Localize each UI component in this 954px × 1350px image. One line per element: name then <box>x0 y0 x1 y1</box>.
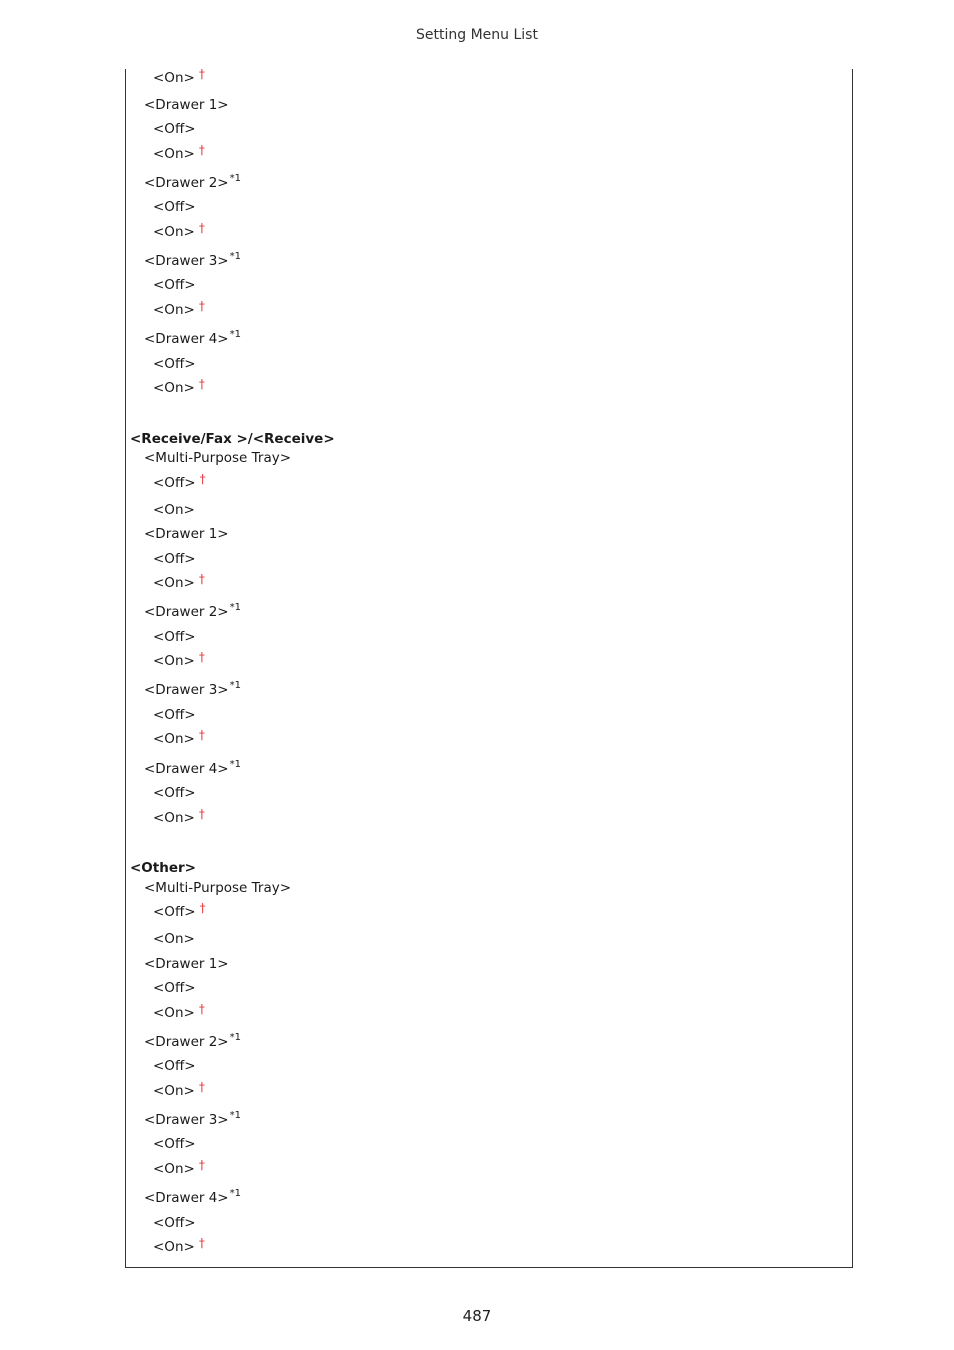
option-on: <On> † <box>153 728 205 747</box>
option-off: <Off> <box>153 1215 196 1231</box>
option-off: <Off> <box>153 277 196 293</box>
option-on: <On> <box>153 931 195 947</box>
default-dagger-icon: † <box>198 1158 205 1172</box>
option-on: <On> † <box>153 650 205 669</box>
default-dagger-icon: † <box>198 67 205 81</box>
default-dagger-icon: † <box>198 572 205 586</box>
section-heading-other: <Other> <box>130 860 196 876</box>
default-dagger-icon: † <box>198 299 205 313</box>
drawer-4: <Drawer 4>$^{*1}$ <box>144 1188 241 1206</box>
drawer-4: <Drawer 4>$^{*1}$ <box>144 759 241 777</box>
option-off: <Off> † <box>153 472 206 491</box>
multi-purpose-tray: <Multi-Purpose Tray> <box>144 880 292 896</box>
footnote-mark: *1 <box>229 329 241 340</box>
default-dagger-icon: † <box>198 377 205 391</box>
option-on: <On> † <box>153 67 205 86</box>
drawer-2: <Drawer 2>$^{*1}$ <box>144 1032 241 1050</box>
option-on: <On> <box>153 502 195 518</box>
footnote-mark: *1 <box>229 602 241 613</box>
default-dagger-icon: † <box>198 728 205 742</box>
drawer-3: <Drawer 3>$^{*1}$ <box>144 680 241 698</box>
default-dagger-icon: † <box>199 901 206 915</box>
page-header: Setting Menu List <box>416 27 538 43</box>
footnote-mark: *1 <box>229 1188 241 1199</box>
menu-list-frame <box>125 69 853 1268</box>
option-on: <On> † <box>153 1080 205 1099</box>
option-on: <On> † <box>153 299 205 318</box>
option-off: <Off> <box>153 1136 196 1152</box>
default-dagger-icon: † <box>198 221 205 235</box>
option-off: <Off> <box>153 980 196 996</box>
option-on: <On> † <box>153 1236 205 1255</box>
default-dagger-icon: † <box>198 807 205 821</box>
option-off: <Off> <box>153 121 196 137</box>
footnote-mark: *1 <box>229 759 241 770</box>
page-number: 487 <box>462 1307 492 1325</box>
option-off: <Off> <box>153 629 196 645</box>
default-dagger-icon: † <box>198 1236 205 1250</box>
drawer-3: <Drawer 3>$^{*1}$ <box>144 1110 241 1128</box>
drawer-2: <Drawer 2>$^{*1}$ <box>144 602 241 620</box>
default-dagger-icon: † <box>198 143 205 157</box>
drawer-1: <Drawer 1> <box>144 526 229 542</box>
drawer-3: <Drawer 3>$^{*1}$ <box>144 251 241 269</box>
drawer-1: <Drawer 1> <box>144 97 229 113</box>
option-off: <Off> <box>153 785 196 801</box>
option-off: <Off> <box>153 199 196 215</box>
default-dagger-icon: † <box>198 1002 205 1016</box>
footnote-mark: *1 <box>229 173 241 184</box>
option-on: <On> † <box>153 221 205 240</box>
drawer-1: <Drawer 1> <box>144 956 229 972</box>
option-off: <Off> † <box>153 901 206 920</box>
default-dagger-icon: † <box>198 1080 205 1094</box>
default-dagger-icon: † <box>199 472 206 486</box>
option-off: <Off> <box>153 707 196 723</box>
drawer-2: <Drawer 2>$^{*1}$ <box>144 173 241 191</box>
footnote-mark: *1 <box>229 680 241 691</box>
option-off: <Off> <box>153 356 196 372</box>
footnote-mark: *1 <box>229 1032 241 1043</box>
option-off: <Off> <box>153 551 196 567</box>
multi-purpose-tray: <Multi-Purpose Tray> <box>144 450 292 466</box>
drawer-4: <Drawer 4>$^{*1}$ <box>144 329 241 347</box>
option-on: <On> † <box>153 1158 205 1177</box>
section-heading-receive: <Receive/Fax >/<Receive> <box>130 431 335 447</box>
footnote-mark: *1 <box>229 1110 241 1121</box>
option-on: <On> † <box>153 377 205 396</box>
option-on: <On> † <box>153 572 205 591</box>
option-on: <On> † <box>153 1002 205 1021</box>
default-dagger-icon: † <box>198 650 205 664</box>
option-on: <On> † <box>153 807 205 826</box>
option-on: <On> † <box>153 143 205 162</box>
footnote-mark: *1 <box>229 251 241 262</box>
option-off: <Off> <box>153 1058 196 1074</box>
